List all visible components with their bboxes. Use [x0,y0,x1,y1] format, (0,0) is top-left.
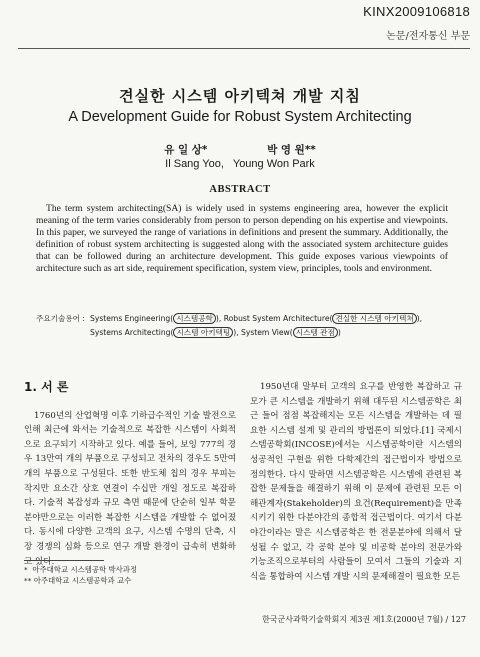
keywords-label: 주요기술용어 : [36,314,85,323]
keyword-ko-circled: 시스템 아키텍팅 [173,327,233,338]
intro-paragraph: 1760년의 산업혁명 이후 기하급수적인 기술 발전으로 인해 최근에 와서는 기술적으로 복잡한 시스템이 사회적으로 요구되기 시작하고 있다. 예를 들어, 보잉 777의 경우 13만여 개의 부품으로 구성되고 전차의 경우도 5만여 개의 부품으로 구성된다. 또한 반도체 칩의 경우 부피는 작지만 요소간 상호 연결이 수십만 개일 정도로 복잡하다. 기술적 복잡성과 규모 측면 때문에 단순히 일부 학문 분야만으로는 이러한 복잡한 시스템을 개발할 수 없어졌다. 동시에 다양한 고객의 요구, 시스템 수명의 단축, 시장 경쟁의 심화 등으로 연구 개발 환경이 급속히 변화하고 있다. [24,410,236,567]
paper-title-korean: 견실한 시스템 아키텍쳐 개발 지침 [119,87,361,105]
keyword-ko-circled: 시스템 관점 [293,327,338,338]
keyword-en: Robust System Architecture [223,314,330,323]
author-1-korean: 유 일 상* [164,144,208,156]
authors-korean [0,142,480,157]
keyword-en: Systems Architecting [90,328,171,337]
header-divider [18,48,470,49]
authors-english: Il Sang Yoo, Young Won Park [165,158,315,170]
keyword-item: Systems Architecting( 시스템 아키텍팅 ), [90,328,242,337]
keyword-en: Systems Engineering [90,314,171,323]
abstract-body: The term system architecting(SA) is widely used in systems engineering area, however the explicit meaning of the term varies considerably from person to person depending on his expertise and viewpoints. In this paper, we surveyed the range of variations in definitions and present the summary. Additionally, the definition of robust system architecting is suggested along with the associated system architecture guides that can be followed during an architecture development. This guide exposes various viewpoints of architecture such as art side, requirement specification, system view, principles, tools and environment. [36,203,448,275]
document-id: KINX2009106818 [363,4,470,19]
abstract-heading: ABSTRACT [209,184,271,195]
keyword-ko-circled: 견실한 시스템 아키텍쳐 [332,313,416,324]
keywords-list [90,312,456,340]
keyword-item: Robust System Architecture( 견실한 시스템 아키텍쳐 ), [223,314,423,323]
keyword-item: System View( 시스템 관점 ) [241,328,341,337]
section-label: 논문/전자통신 부문 [386,31,470,42]
systems-engineering-paragraph: 1950년대 말부터 고객의 요구를 반영한 복잡하고 규모가 큰 시스템을 개발하기 위해 대두된 시스템공학은 최근 들어 점점 복잡해지는 모든 시스템을 개발하는 데 필요한 시스템 설계 및 관리의 방법론이 되었다.[1] 국제시스템공학회(INCOSE)에서는 시스템공학이란 시스템의 성공적인 구현을 위한 다학제간의 접근법이자 방법으로 정의한다. 다시 말하면 시스템공학은 시스템에 관련된 복잡한 문제들을 해결하기 위해 이 문제에 관련된 모든 이해관계자(Stakeholder)의 요건(Requirement)을 만족시키기 위한 다분야간의 종합적 접근법이다. 여기서 다분야간이라는 말은 시스템공학은 한 전문분야에 의해서 달성될 수 없고, 각 공학 분야 및 비공학 분야의 전문가와 기능조직으로부터의 사람들이 모여서 그들의 기술과 지식을 통합하여 시스템 개발 시의 문제해결이 필요한 모든 [250,382,462,582]
footnote-divider [24,560,104,561]
author-2-korean: 박 영 원** [267,144,316,156]
keywords [36,312,456,340]
keyword-ko-circled: 시스템공학 [173,313,216,324]
page-footer: 한국군사과학기술학회지 제3권 제1호(2000년 7월) / 127 [262,615,466,624]
footnote-1: * 아주대학교 시스템공학 박사과정 [24,565,138,574]
section-heading-introduction: 1. 서 론 [24,380,69,394]
paper-title-english: A Development Guide for Robust System Architecting [68,109,412,125]
right-column [250,380,462,584]
keyword-item: Systems Engineering( 시스템공학 ), [90,314,224,323]
footnotes [24,564,236,586]
left-column [24,380,236,569]
keyword-en: System View [241,328,290,337]
footnote-2: ** 아주대학교 시스템공학과 교수 [24,576,132,585]
